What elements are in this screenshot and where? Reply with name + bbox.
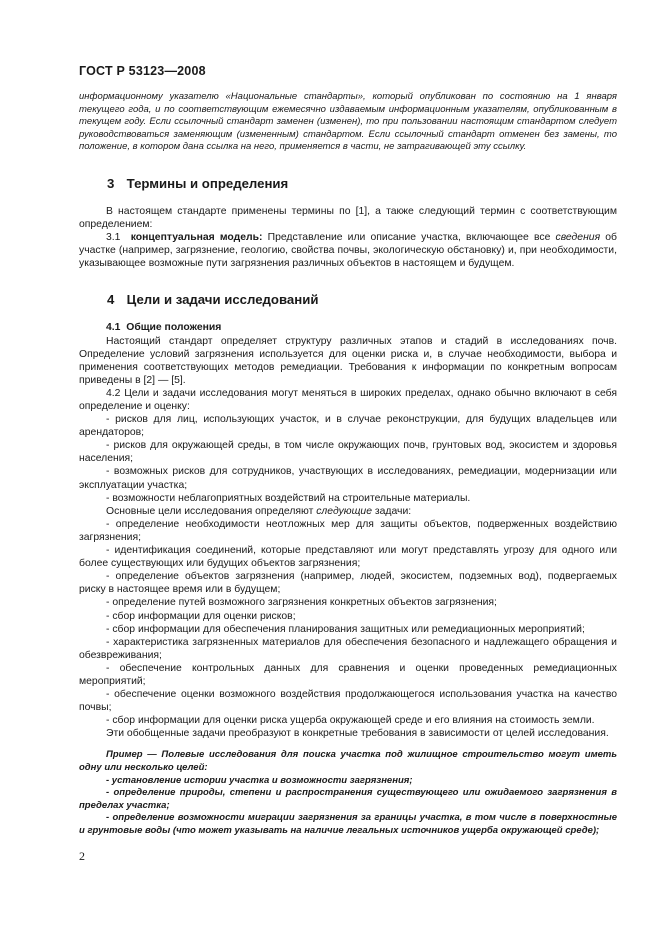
page-body [79,91,617,838]
risk-item: - рисков для лиц, использующих участок, и в случае реконструкции, для будущих владельцев или арендаторов; [79,414,617,439]
page-number: 2 [79,849,85,863]
risk-item: - возможности неблагоприятных воздействий на строительные материалы. [106,492,471,504]
goals-lead-b: задачи: [372,505,412,517]
goals-lead [79,505,617,518]
section-4-title: Цели и задачи исследований [126,292,319,308]
example-item: - определение природы, степени и распространения существующего или ожидаемого загрязнения в пределах участка; [79,787,617,811]
example-item: - определение возможности миграции загрязнения за границы участка, в том числе в поверхностные и грунтовые воды (что может указывать на наличие легальных источников ущерба окружающей среде); [79,812,617,836]
example-lead-text: Полевые исследования для поиска участка под жилищное строительство могут иметь одну или несколько целей: [79,749,617,774]
task-item: - сбор информации для оценки риска ущерба окружающей среде и его влияния на стоимость земли. [106,715,595,727]
task-item: - определение путей возможного загрязнения конкретных объектов загрязнения; [106,597,497,609]
definition-italic: сведения [555,232,601,244]
section-4-number: 4 [107,292,115,308]
section-3-heading [79,176,617,191]
task-item: - сбор информации для оценки рисков; [106,610,296,622]
closing-paragraph: Эти обобщенные задачи преобразуют в конкретные требования в зависимости от целей исследования. [106,728,609,740]
task-item: - идентификация соединений, которые представляют или могут представлять угрозу для одного или более существующих или будущих объектов загрязнения; [79,545,617,570]
definition-3-1 [79,231,617,270]
definition-text-a: Представление или описание участка, включающее все [262,232,556,244]
subsection-4-1-heading [79,321,617,334]
definition-number: 3.1 [106,232,121,244]
definition-term: концептуальная модель: [130,232,263,244]
goals-lead-a: Основные цели исследования определяют [106,505,317,517]
section-3-title: Термины и определения [126,175,289,191]
intro-paragraph: информационному указателю «Национальные стандарты», который опубликован по состоянию на 1 января текущего года, и по соответствующим ежемесячно издаваемым информационным указателям, опубликованным в текущем году. Если ссылочный стандарт заменен (изменен), то при пользовании настоящим стандартом следует руководствоваться заменяющим (измененным) стандартом. Если ссылочный стандарт отменен без замены, то положение, в котором дана ссылка на него, применяется в части, не затрагивающей эту ссылку. [79,91,617,153]
subsection-number: 4.1 [106,322,121,334]
task-item: - характеристика загрязненных материалов для обеспечения безопасного и надлежащего обращения и обезвреживания; [79,636,617,661]
task-item: - обеспечение контрольных данных для сравнения и оценки проведенных ремедиационных мероприятий; [79,662,617,687]
section-3-number: 3 [107,175,115,191]
task-item: - сбор информации для обеспечения планирования защитных или ремедиационных мероприятий; [106,623,585,635]
definition-text-b: об участке (например, загрязнение, геологию, свойства почвы, экологическую обстановку) и, при необходимости, указывающее возможные пути загрязнения различных объектов в настоящем и будущем. [79,232,617,270]
subsection-title: Общие положения [126,322,222,334]
task-item: - обеспечение оценки возможного воздействия продолжающегося использования участка на качество почвы; [79,689,617,714]
example-label: Пример — [106,749,157,761]
task-item: - определение необходимости неотложных мер для защиты объектов, подверженных воздействию загрязнения; [79,518,617,543]
example-item: - установление истории участка и возможности загрязнения; [106,774,413,786]
goals-lead-italic: следующие [316,505,372,517]
example-lead [79,749,617,774]
task-item: - определение объектов загрязнения (например, людей, экосистем, подземных вод), подвергаемых риску в настоящее время или в будущем; [79,571,617,596]
section-4-paragraph-1: Настоящий стандарт определяет структуру различных этапов и стадий в исследованиях почв. Определение условий загрязнения используется для оценки риска и, в случае необходимости, выбора и применения соответствующих методов ремедиации. Требования к информации по конкретным вопросам приведены в [2] — [5]. [79,335,617,386]
section-3-lead: В настоящем стандарте применены термины по [1], а также следующий термин с соответствующим определением: [79,205,617,231]
risk-item: - рисков для окружающей среды, в том числе окружающих почв, грунтовых вод, экосистем и здоровья населения; [79,440,617,465]
standard-header: ГОСТ Р 53123—2008 [79,64,206,78]
section-4-heading [79,292,617,307]
risk-item: - возможных рисков для сотрудников, участвующих в исследованиях, ремедиации, модернизации или эксплуатации участка; [79,466,617,491]
section-4-paragraph-2: 4.2 Цели и задачи исследования могут меняться в широких пределах, однако обычно включают в себя определение и оценку: [79,387,617,412]
